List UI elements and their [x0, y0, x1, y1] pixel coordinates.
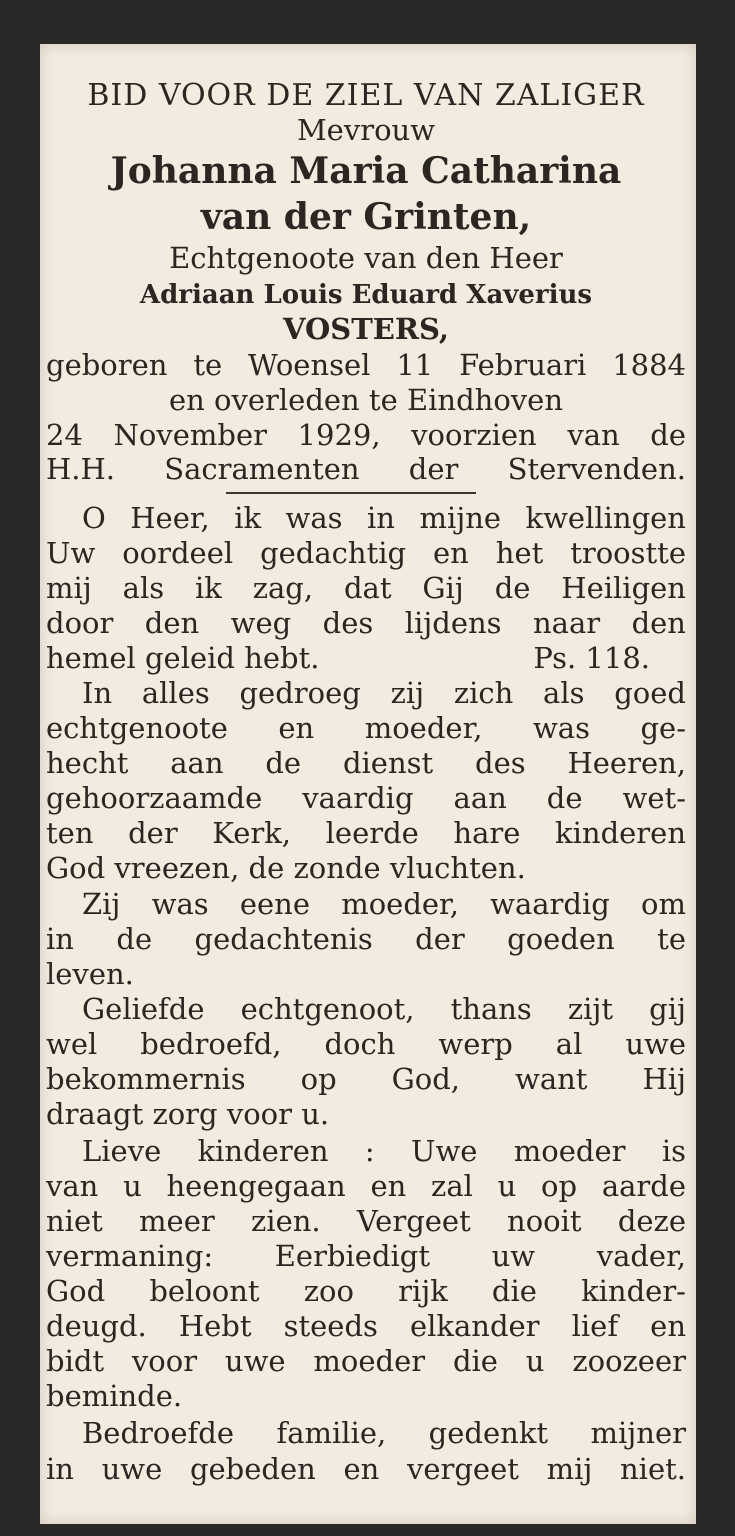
text-line: deugd. Hebt steeds elkander lief en [46, 1309, 686, 1343]
birth-line: geboren te Woensel 11 Februari 1884 [46, 348, 686, 382]
text-line: In alles gedroeg zij zich als goed [82, 676, 686, 710]
death-date-line: 24 November 1929, voorzien van de [46, 418, 686, 452]
text-line: Geliefde echtgenoot, thans zijt gij [82, 992, 686, 1026]
text-line: leven. [46, 957, 134, 991]
text-line: Zij was eene moeder, waardig om [82, 887, 686, 921]
text-line: wel bedroefd, doch werp al uwe [46, 1027, 686, 1061]
text-line: Bedroefde familie, gedenkt mijner [82, 1416, 686, 1450]
text-line: bekommernis op God, want Hij [46, 1062, 686, 1096]
text-line: vermaning: Eerbiedigt uw vader, [46, 1239, 686, 1273]
deceased-name-line1: Johanna Maria Catharina [110, 150, 622, 192]
text-fragment: hemel geleid hebt. [46, 641, 320, 675]
text-line: in uwe gebeden en vergeet mij niet. [46, 1452, 686, 1486]
text-line: Lieve kinderen : Uwe moeder is [82, 1134, 686, 1168]
invocation: BID VOOR DE ZIEL VAN ZALIGER [87, 78, 645, 113]
sacraments-line: H.H. Sacramenten der Stervenden. [46, 452, 686, 486]
text-line: beminde. [46, 1379, 183, 1413]
text-line: echtgenoote en moeder, was ge- [46, 711, 686, 745]
text-line: bidt voor uwe moeder die u zoozeer [46, 1344, 686, 1378]
psalm-reference: Ps. 118. [533, 641, 650, 675]
text-line: draagt zorg voor u. [46, 1097, 330, 1131]
text-line: gehoorzaamde vaardig aan de wet- [46, 781, 686, 815]
text-line: Uw oordeel gedachtig en het troostte [46, 536, 686, 570]
text-line: hecht aan de dienst des Heeren, [46, 746, 686, 780]
text-line: door den weg des lijdens naar den [46, 606, 686, 640]
text-line-with-reference [46, 640, 686, 676]
death-line: en overleden te Eindhoven [168, 383, 564, 417]
text-line: niet meer zien. Vergeet nooit deze [46, 1204, 686, 1238]
divider-rule [226, 492, 476, 494]
deceased-name-line2: van der Grinten, [200, 196, 532, 238]
title-mevrouw: Mevrouw [296, 113, 436, 147]
text-line: God vreezen, de zonde vluchten. [46, 851, 526, 885]
text-line: O Heer, ik was in mijne kwellingen [82, 501, 686, 535]
text-line: ten der Kerk, leerde hare kinderen [46, 816, 686, 850]
text-line: van u heengegaan en zal u op aarde [46, 1169, 686, 1203]
text-line: God beloont zoo rijk die kinder- [46, 1274, 686, 1308]
spouse-name: Adriaan Louis Eduard Xaverius [139, 280, 593, 310]
text-line: in de gedachtenis der goeden te [46, 922, 686, 956]
spouse-surname: VOSTERS, [283, 312, 449, 346]
text-line: mij als ik zag, dat Gij de Heiligen [46, 571, 686, 605]
spouse-intro: Echtgenoote van den Heer [169, 241, 563, 275]
